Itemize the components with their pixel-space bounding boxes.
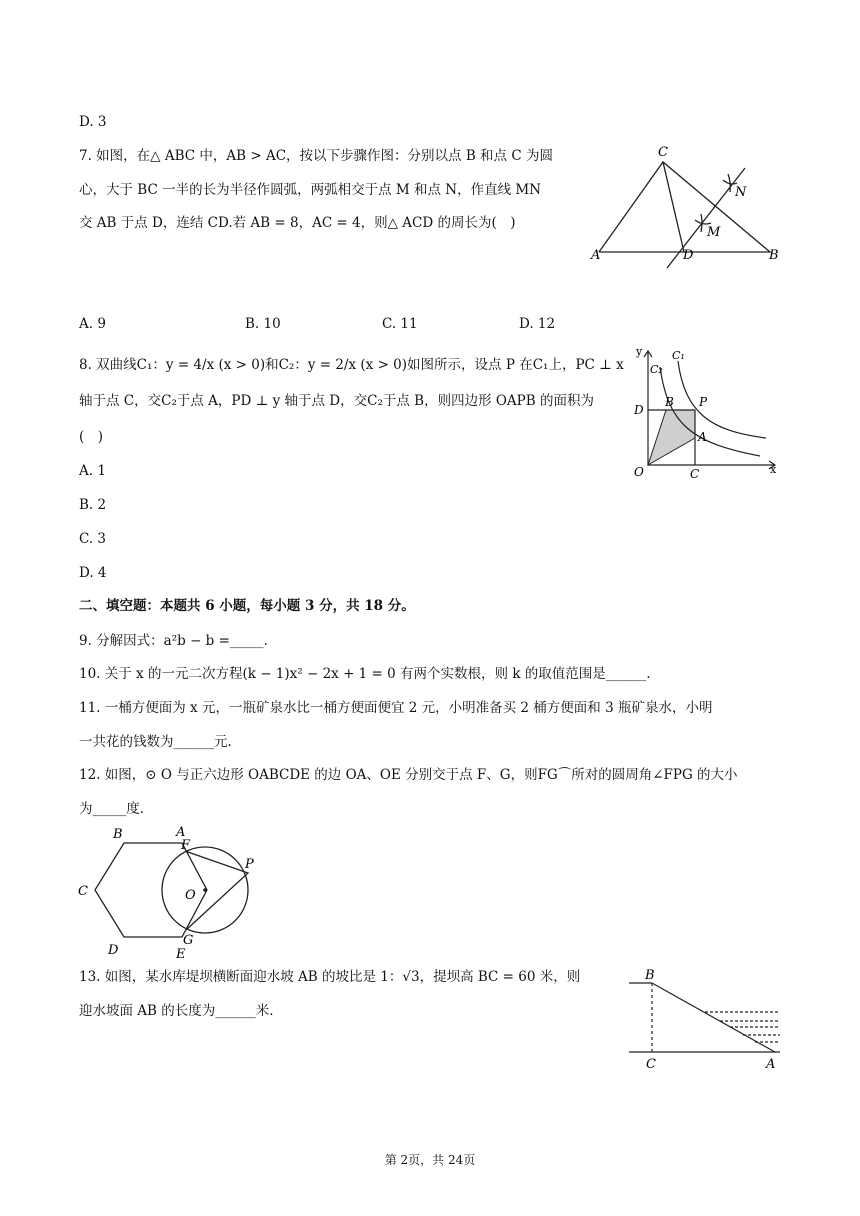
fig13-label-c: C bbox=[646, 1057, 656, 1072]
fig8-label-a: A bbox=[698, 430, 707, 444]
question-12-line1: 12. 如图，⊙ O 与正六边形 OABCDE 的边 OA、OE 分别交于点 F、G，则FG⌒所对的圆周角∠FPG 的大小 bbox=[79, 767, 738, 783]
question-11-line1: 11. 一桶方便面为 x 元，一瓶矿泉水比一桶方便面便宜 2 元，小明准备买 2 桶方便面和 3 瓶矿泉水，小明 bbox=[79, 700, 713, 716]
q7-option-d: D. 12 bbox=[519, 316, 556, 332]
fig7-label-a: A bbox=[591, 248, 601, 263]
figure-q8-hyperbola bbox=[630, 343, 790, 483]
fig12-label-f: F bbox=[181, 838, 191, 853]
fig12-label-d: D bbox=[108, 943, 119, 958]
triangle-abc bbox=[599, 162, 770, 252]
question-7-line1: 7. 如图，在△ ABC 中，AB > AC，按以下步骤作图：分别以点 B 和点 C 为圆 bbox=[79, 148, 553, 164]
fig8-label-c2: C₂ bbox=[650, 363, 663, 376]
q8-option-b: B. 2 bbox=[79, 497, 107, 513]
q8-option-d: D. 4 bbox=[79, 565, 107, 581]
fig8-label-c1: C₁ bbox=[672, 349, 685, 362]
q7-option-c: C. 11 bbox=[382, 316, 418, 332]
center-o-point bbox=[203, 888, 207, 892]
question-12-line2: 为_____度. bbox=[79, 801, 145, 817]
question-11-line2: 一共花的钱数为______元. bbox=[79, 734, 232, 750]
question-9: 9. 分解因式：a²b − b =_____. bbox=[79, 633, 268, 649]
fig12-label-e: E bbox=[176, 947, 186, 962]
question-7-line2: 心，大于 BC 一半的长为半径作圆弧，两弧相交于点 M 和点 N，作直线 MN bbox=[79, 182, 542, 198]
figure-q13-dam bbox=[625, 965, 785, 1075]
question-8-line1: 8. 双曲线C₁：y = 4/x (x > 0)和C₂：y = 2/x (x > 0)如图所示，设点 P 在C₁上，PC ⊥ x bbox=[79, 357, 624, 373]
page-footer: 第 2页，共 24页 bbox=[384, 1153, 476, 1167]
fig8-label-p: P bbox=[699, 395, 708, 409]
q8-option-c: C. 3 bbox=[79, 531, 107, 547]
line-mn bbox=[667, 168, 745, 268]
fig7-label-c: C bbox=[658, 145, 668, 160]
question-13-line2: 迎水坡面 AB 的长度为______米. bbox=[79, 1003, 274, 1019]
fig8-label-d: D bbox=[634, 403, 644, 417]
fig12-label-g: G bbox=[183, 933, 194, 948]
fig7-label-n: N bbox=[735, 185, 747, 200]
fig12-label-o: O bbox=[185, 888, 196, 903]
option-d-q6: D. 3 bbox=[79, 114, 107, 130]
fig12-label-a: A bbox=[176, 825, 186, 840]
fig7-label-d: D bbox=[683, 248, 694, 263]
question-7-line3: 交 AB 于点 D，连结 CD.若 AB = 8，AC = 4，则△ ACD 的周长为( ) bbox=[79, 215, 516, 231]
fig7-label-b: B bbox=[769, 248, 779, 263]
question-13-line1: 13. 如图，某水库堤坝横断面迎水坡 AB 的坡比是 1：√3，提坝高 BC = 60 米，则 bbox=[79, 969, 581, 985]
figure-q12-hexagon bbox=[75, 820, 275, 960]
question-10: 10. 关于 x 的一元二次方程(k − 1)x² − 2x + 1 = 0 有两个实数根，则 k 的取值范围是______. bbox=[79, 666, 651, 682]
fig12-label-c: C bbox=[78, 884, 88, 899]
figure-q7-triangle bbox=[585, 140, 805, 270]
q8-option-a: A. 1 bbox=[79, 463, 106, 479]
fig12-label-b: B bbox=[113, 827, 123, 842]
fig8-label-o: O bbox=[634, 465, 644, 479]
fig8-label-b: B bbox=[665, 395, 674, 409]
fig8-label-y: y bbox=[636, 345, 643, 358]
shaded-oapb bbox=[648, 410, 695, 465]
question-8-line2: 轴于点 C，交C₂于点 A，PD ⊥ y 轴于点 D，交C₂于点 B，则四边形 OAPB 的面积为 bbox=[79, 393, 594, 409]
fig13-label-a: A bbox=[766, 1057, 776, 1072]
fig12-label-p: P bbox=[245, 857, 254, 872]
section-2-heading: 二、填空题：本题共 6 小题，每小题 3 分，共 18 分。 bbox=[79, 598, 415, 614]
fig7-label-m: M bbox=[707, 225, 721, 240]
fig13-label-b: B bbox=[645, 968, 655, 983]
fig8-label-x: x bbox=[770, 463, 777, 476]
fig8-label-c: C bbox=[690, 467, 700, 481]
q7-option-b: B. 10 bbox=[245, 316, 281, 332]
q7-option-a: A. 9 bbox=[79, 316, 106, 332]
question-8-line3: ( ) bbox=[79, 429, 104, 445]
segment-cd bbox=[663, 162, 684, 252]
